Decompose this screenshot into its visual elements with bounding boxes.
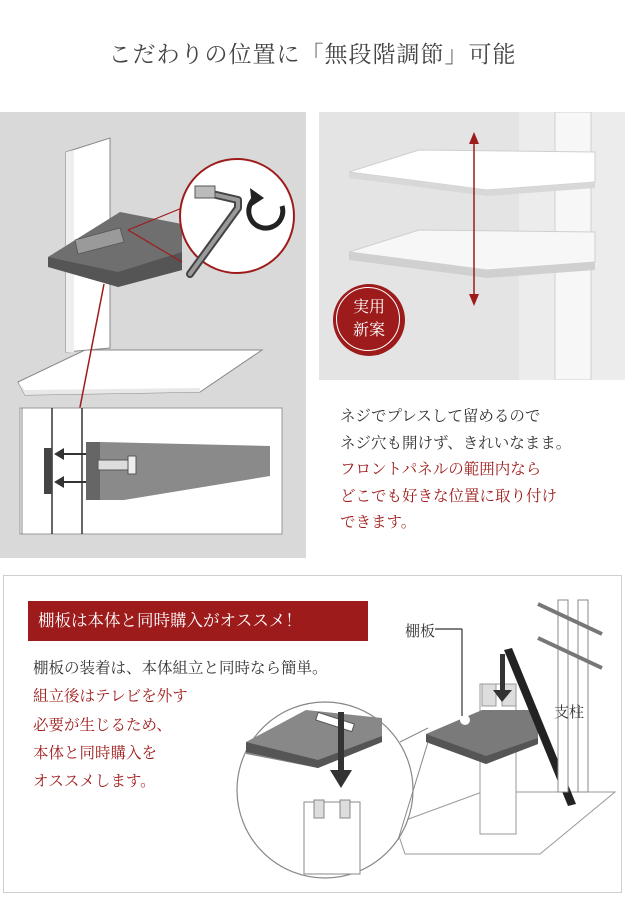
rec-line-highlight: オススメします。 xyxy=(33,772,156,791)
badge-line-2: 新案 xyxy=(352,320,385,339)
desc-line: ネジでプレスして留めるので xyxy=(340,407,541,425)
desc-line-highlight: できます。 xyxy=(340,513,417,532)
badge-line-1: 実用 xyxy=(352,297,385,316)
rec-line-highlight: 必要が生じるため、 xyxy=(33,715,172,734)
desc-line-highlight: どこでも好きな位置に取り付け xyxy=(340,486,558,505)
mount-diagram-panel xyxy=(0,112,306,558)
rec-line-highlight: 本体と同時購入を xyxy=(33,743,158,762)
feature-description xyxy=(340,403,625,536)
shelf-label: 棚板 xyxy=(405,622,436,640)
rec-line: 棚板の装着は、本体組立と同時なら簡単。 xyxy=(33,659,328,677)
desc-line-highlight: フロントパネルの範囲内なら xyxy=(340,460,542,479)
page-title: こだわりの位置に「無段階調節」可能 xyxy=(108,42,517,68)
pillar-label: 支柱 xyxy=(554,703,585,721)
rec-line-highlight: 組立後はテレビを外す xyxy=(33,687,188,706)
desc-line: ネジ穴も開けず、きれいなまま。 xyxy=(340,433,572,452)
shelf-mount-illustration xyxy=(0,112,306,558)
recommendation-banner: 棚板は本体と同時購入がオススメ！ xyxy=(28,601,368,641)
patent-badge xyxy=(333,284,405,356)
